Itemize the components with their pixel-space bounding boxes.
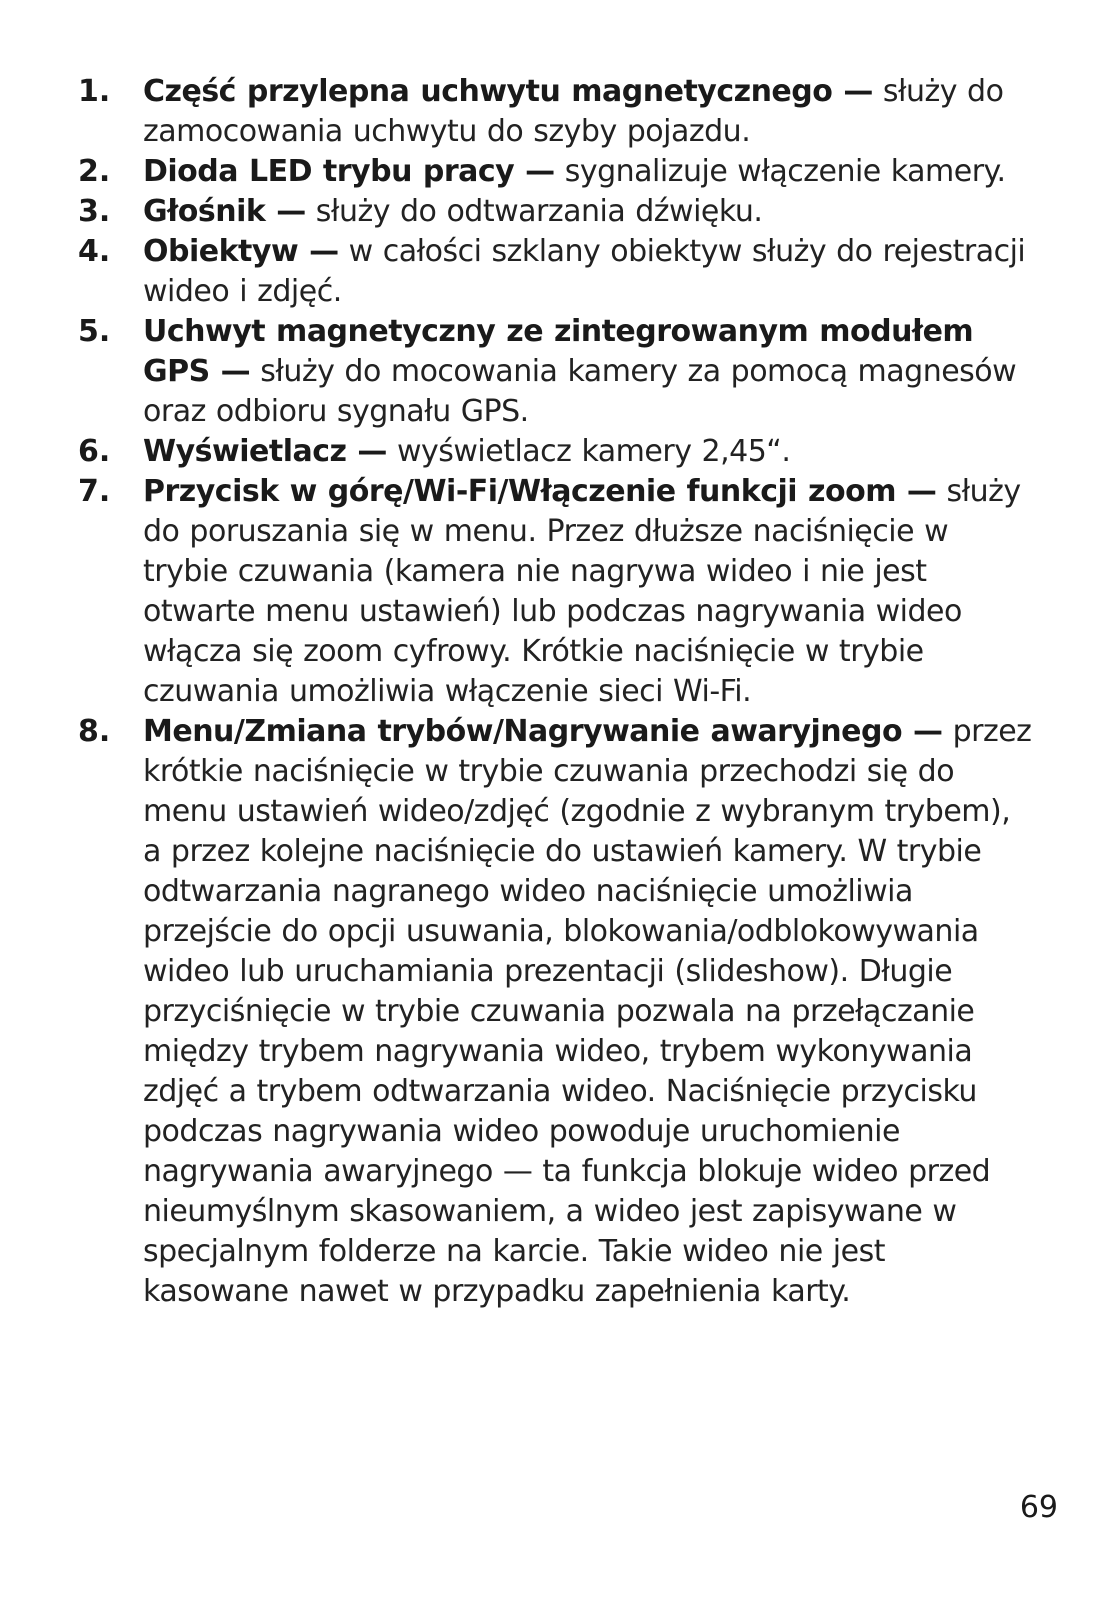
item-term: Wyświetlacz — [143, 434, 387, 469]
item-term: Menu/Zmiana trybów/Nagrywanie awaryjnego — [143, 714, 943, 749]
item-number: 5. [78, 314, 111, 349]
item-description: służy do poruszania się w menu. Przez dłuższe naciśnięcie w trybie czuwania (kamera nie nagrywa wideo i nie jest otwarte menu ustawień) lub podczas nagrywania wideo włącza się zoom cyfrowy. Krótkie naciśnięcie w trybie czuwania umożliwia włączenie sieci Wi-Fi. [143, 474, 1021, 709]
item-term: Obiektyw — [143, 234, 339, 269]
item-number: 4. [78, 234, 111, 269]
component-list [78, 72, 1038, 1312]
item-term: Przycisk w górę/Wi-Fi/Włączenie funkcji zoom — [143, 474, 937, 509]
item-number: 3. [78, 194, 111, 229]
list-item [78, 712, 1038, 1312]
list-item [78, 72, 1038, 152]
item-term: Dioda LED trybu pracy — [143, 154, 555, 189]
page-number: 69 [1019, 1490, 1058, 1525]
item-description: przez krótkie naciśnięcie w trybie czuwania przechodzi się do menu ustawień wideo/zdjęć (zgodnie z wybranym trybem), a przez kolejne naciśnięcie do ustawień kamery. W trybie odtwarzania nagranego wideo naciśnięcie umożliwia przejście do opcji usuwania, blokowania/odblokowywania wideo lub uruchamiania prezentacji (slideshow). Długie przyciśnięcie w trybie czuwania pozwala na przełączanie między trybem nagrywania wideo, trybem wykonywania zdjęć a trybem odtwarzania wideo. Naciśnięcie przycisku podczas nagrywania wideo powoduje uruchomienie nagrywania awaryjnego — ta funkcja blokuje wideo przed nieumyślnym skasowaniem, a wideo jest zapisywane w specjalnym folderze na karcie. Takie wideo nie jest kasowane nawet w przypadku zapełnienia karty. [143, 714, 1032, 1309]
list-item [78, 192, 1038, 232]
item-term: Uchwyt magnetyczny ze zintegrowanym modułem GPS — [143, 314, 974, 389]
item-term: Część przylepna uchwytu magnetycznego — [143, 74, 873, 109]
list-item [78, 152, 1038, 192]
list-item [78, 312, 1038, 432]
item-description: w całości szklany obiektyw służy do rejestracji wideo i zdjęć. [143, 234, 1026, 309]
item-number: 2. [78, 154, 111, 189]
item-number: 7. [78, 474, 111, 509]
item-description: służy do zamocowania uchwytu do szyby pojazdu. [143, 74, 1004, 149]
item-number: 6. [78, 434, 111, 469]
list-item [78, 232, 1038, 312]
item-description: wyświetlacz kamery 2,45“. [386, 434, 791, 469]
list-item [78, 432, 1038, 472]
item-description: sygnalizuje włączenie kamery. [554, 154, 1006, 189]
item-number: 8. [78, 714, 111, 749]
list-item [78, 472, 1038, 712]
item-term: Głośnik — [143, 194, 306, 229]
item-description: służy do mocowania kamery za pomocą magnesów oraz odbioru sygnału GPS. [143, 354, 1017, 429]
item-description: służy do odtwarzania dźwięku. [305, 194, 763, 229]
item-number: 1. [78, 74, 111, 109]
